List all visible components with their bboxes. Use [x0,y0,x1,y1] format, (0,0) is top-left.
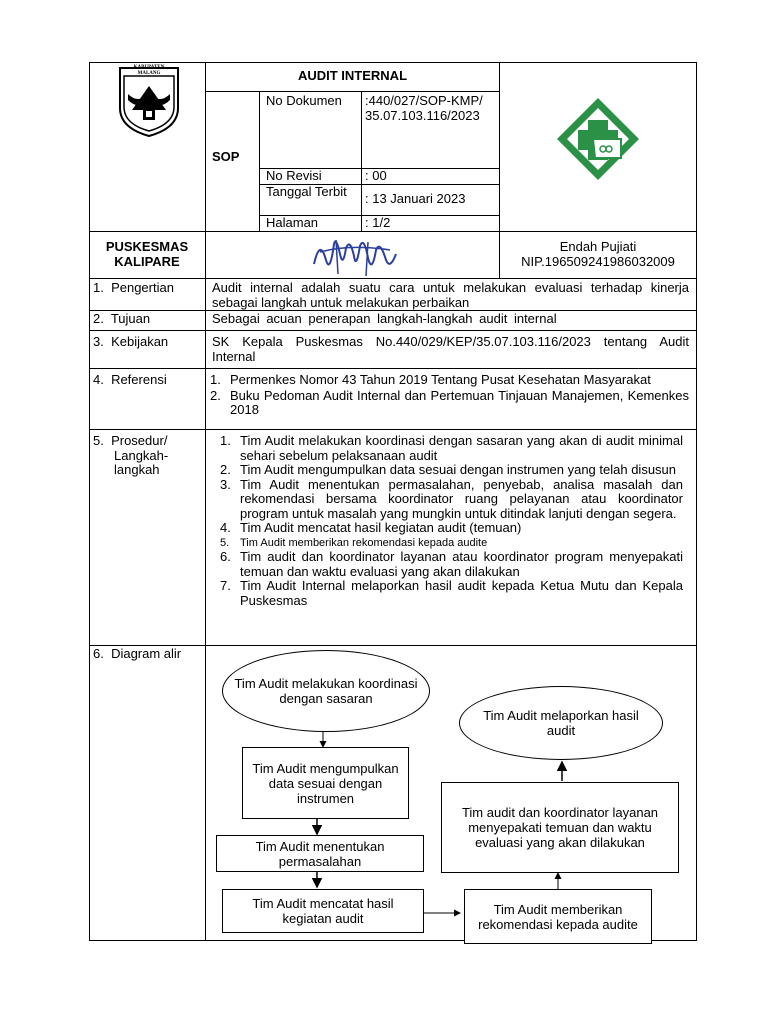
list-item: 4. Tim Audit mencatat hasil kegiatan audit (temuan) [220,520,522,535]
flow-node-recommend: Tim Audit memberikan rekomendasi kepada audite [464,889,652,944]
list-item: 5. Tim Audit memberikan rekomendasi kepada audite [220,536,488,549]
text-pengertian: Audit internal adalah suatu cara untuk melakukan evaluasi terhadap kinerja sebagai langkah untuk melakukan perbaikan [212,280,689,310]
label-referensi: 4. Referensi [93,372,167,387]
list-item: 3. Tim Audit menentukan permasalahan, penyebab, analisa masalah dan rekomendasi bersama koordinator ruang pelayanan atau koordinator program untuk masalah yang mungkin untuk ditindak lanjuti dengan segera. [220,476,683,521]
text-tujuan: Sebagai acuan penerapan langkah-langkah audit internal [212,311,557,326]
sop-label: SOP [212,149,240,164]
document-title: AUDIT INTERNAL [297,68,408,83]
signature [310,234,400,278]
flow-node-collect: Tim Audit mengumpulkan data sesuai dengan instrumen [242,747,409,819]
org-name: PUSKESMAS KALIPARE [105,239,189,269]
field-value-no-dokumen: :440/027/SOP-KMP/ 35.07.103.116/2023 [365,93,483,123]
label-pengertian: 1. Pengertian [93,280,174,295]
signer-name: Endah Pujiati [559,239,637,254]
list-item: 1. Tim Audit melakukan koordinasi dengan sasaran yang akan di audit minimal sehari sebelum pelaksanaan audit [220,433,683,463]
list-item: 7. Tim Audit Internal melaporkan hasil audit kepada Ketua Mutu dan Kepala Puskesmas [220,578,683,608]
regency-logo [116,64,182,138]
list-item: 6. Tim audit dan koordinator layanan atau koordinator program menyepakati temuan dan waktu evaluasi yang akan dilakukan [220,549,683,579]
field-value-halaman: : 1/2 [365,215,391,230]
field-label-no-dokumen: No Dokumen [266,93,342,108]
field-label-halaman: Halaman [266,215,319,230]
label-kebijakan: 3. Kebijakan [93,334,169,349]
list-item: 2. Tim Audit mengumpulkan data sesuai dengan instrumen yang telah disusun [220,462,677,477]
flow-node-report: Tim Audit melaporkan hasil audit [459,686,663,760]
referensi-list [210,373,689,418]
field-value-tanggal-terbit: : 13 Januari 2023 [365,191,466,206]
field-value-no-revisi: : 00 [365,168,387,183]
list-item: 2. Buku Pedoman Audit Internal dan Pertemuan Tinjauan Manajemen, Kemenkes 2018 [210,387,689,417]
field-label-tanggal-terbit: Tanggal Terbit [266,184,347,199]
flow-node-record: Tim Audit mencatat hasil kegiatan audit [222,889,424,933]
label-tujuan: 2. Tujuan [93,311,151,326]
flow-node-determine: Tim Audit menentukan permasalahan [216,835,424,872]
signer-nip: NIP.196509241986032009 [521,254,675,269]
flow-node-start: Tim Audit melakukan koordinasi dengan sasaran [222,650,430,732]
puskesmas-logo [555,96,641,182]
flow-node-agree: Tim audit dan koordinator layanan menyepakati temuan dan waktu evaluasi yang akan dilakukan [441,782,679,873]
field-label-no-revisi: No Revisi [266,168,322,183]
list-item: 1. Permenkes Nomor 43 Tahun 2019 Tentang Pusat Kesehatan Masyarakat [210,372,651,387]
label-prosedur: 5. Prosedur/ Langkah- langkah [93,433,169,477]
label-diagram: 6. Diagram alir [93,646,182,661]
logo-caption: KABUPATEN MALANG [133,65,165,76]
prosedur-list [220,434,683,608]
text-kebijakan: SK Kepala Puskesmas No.440/029/KEP/35.07.103.116/2023 tentang Audit Internal [212,334,689,364]
